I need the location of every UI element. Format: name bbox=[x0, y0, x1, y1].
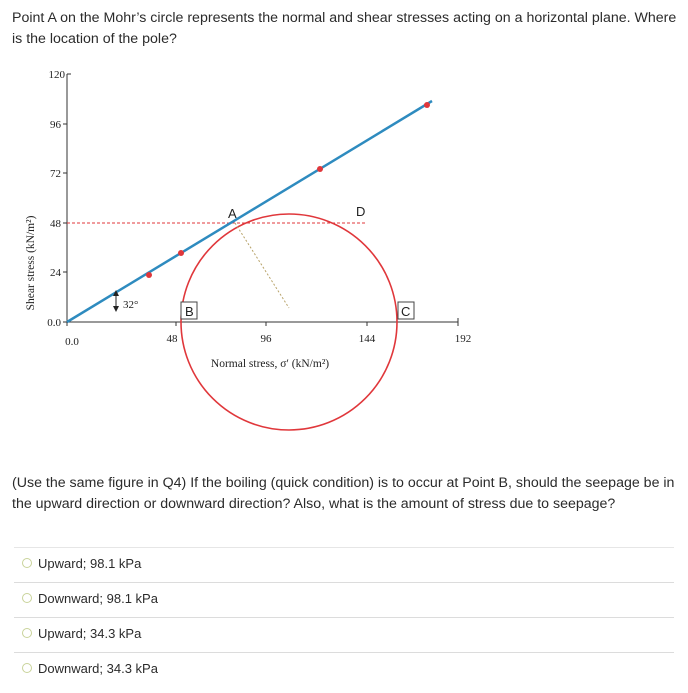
x-tick-label: 0.0 bbox=[65, 336, 79, 348]
y-tick-label: 120 bbox=[48, 69, 65, 81]
y-tick-label: 48 bbox=[50, 218, 61, 230]
answer-option[interactable] bbox=[14, 617, 674, 652]
answer-option[interactable] bbox=[14, 652, 674, 687]
y-tick-label: 72 bbox=[50, 168, 61, 180]
x-tick-label: 192 bbox=[454, 333, 472, 345]
x-axis-label: Normal stress, σ′ (kN/m²) bbox=[210, 358, 330, 370]
point-label-a: A bbox=[228, 206, 237, 221]
answer-option-label: Downward; 98.1 kPa bbox=[38, 591, 158, 606]
dashed-line-a-center bbox=[235, 223, 289, 308]
radio-button[interactable] bbox=[22, 558, 32, 568]
angle-label: 32° bbox=[123, 299, 139, 311]
point-label-d: D bbox=[356, 204, 366, 219]
answer-options bbox=[14, 547, 674, 687]
answer-option-label: Downward; 34.3 kPa bbox=[38, 661, 158, 676]
answer-option[interactable] bbox=[14, 547, 674, 582]
y-tick-label: 0.0 bbox=[47, 317, 61, 329]
y-tick-label: 96 bbox=[50, 119, 61, 131]
answer-option[interactable] bbox=[14, 582, 674, 617]
x-tick-label: 144 bbox=[358, 333, 376, 345]
radio-button[interactable] bbox=[22, 628, 32, 638]
point-label-b: B bbox=[185, 304, 194, 319]
y-tick-label: 24 bbox=[50, 267, 61, 279]
y-axis-label: Shear stress (kN/m²) bbox=[25, 215, 37, 311]
x-tick-label: 96 bbox=[260, 333, 272, 345]
x-tick-label: 48 bbox=[166, 333, 178, 345]
failure-envelope-line bbox=[67, 101, 432, 322]
question-text-1: Point A on the Mohr’s circle represents the normal and shear stresses acting on a horizontal plane. Where is the location of the pole? bbox=[12, 10, 677, 47]
radio-button[interactable] bbox=[22, 593, 32, 603]
answer-option-label: Upward; 34.3 kPa bbox=[38, 626, 142, 641]
question-text-2: (Use the same figure in Q4) If the boiling (quick condition) is to occur at Point B, should the seepage be in the upward direction or downward direction? Also, what is the amount of stress due to seepage? bbox=[12, 475, 675, 512]
angle-arrow-icon bbox=[113, 306, 119, 312]
point-label-c: C bbox=[401, 304, 411, 319]
radio-button[interactable] bbox=[22, 663, 32, 673]
mohr-circle-figure bbox=[0, 58, 688, 468]
answer-option-label: Upward; 98.1 kPa bbox=[38, 556, 142, 571]
